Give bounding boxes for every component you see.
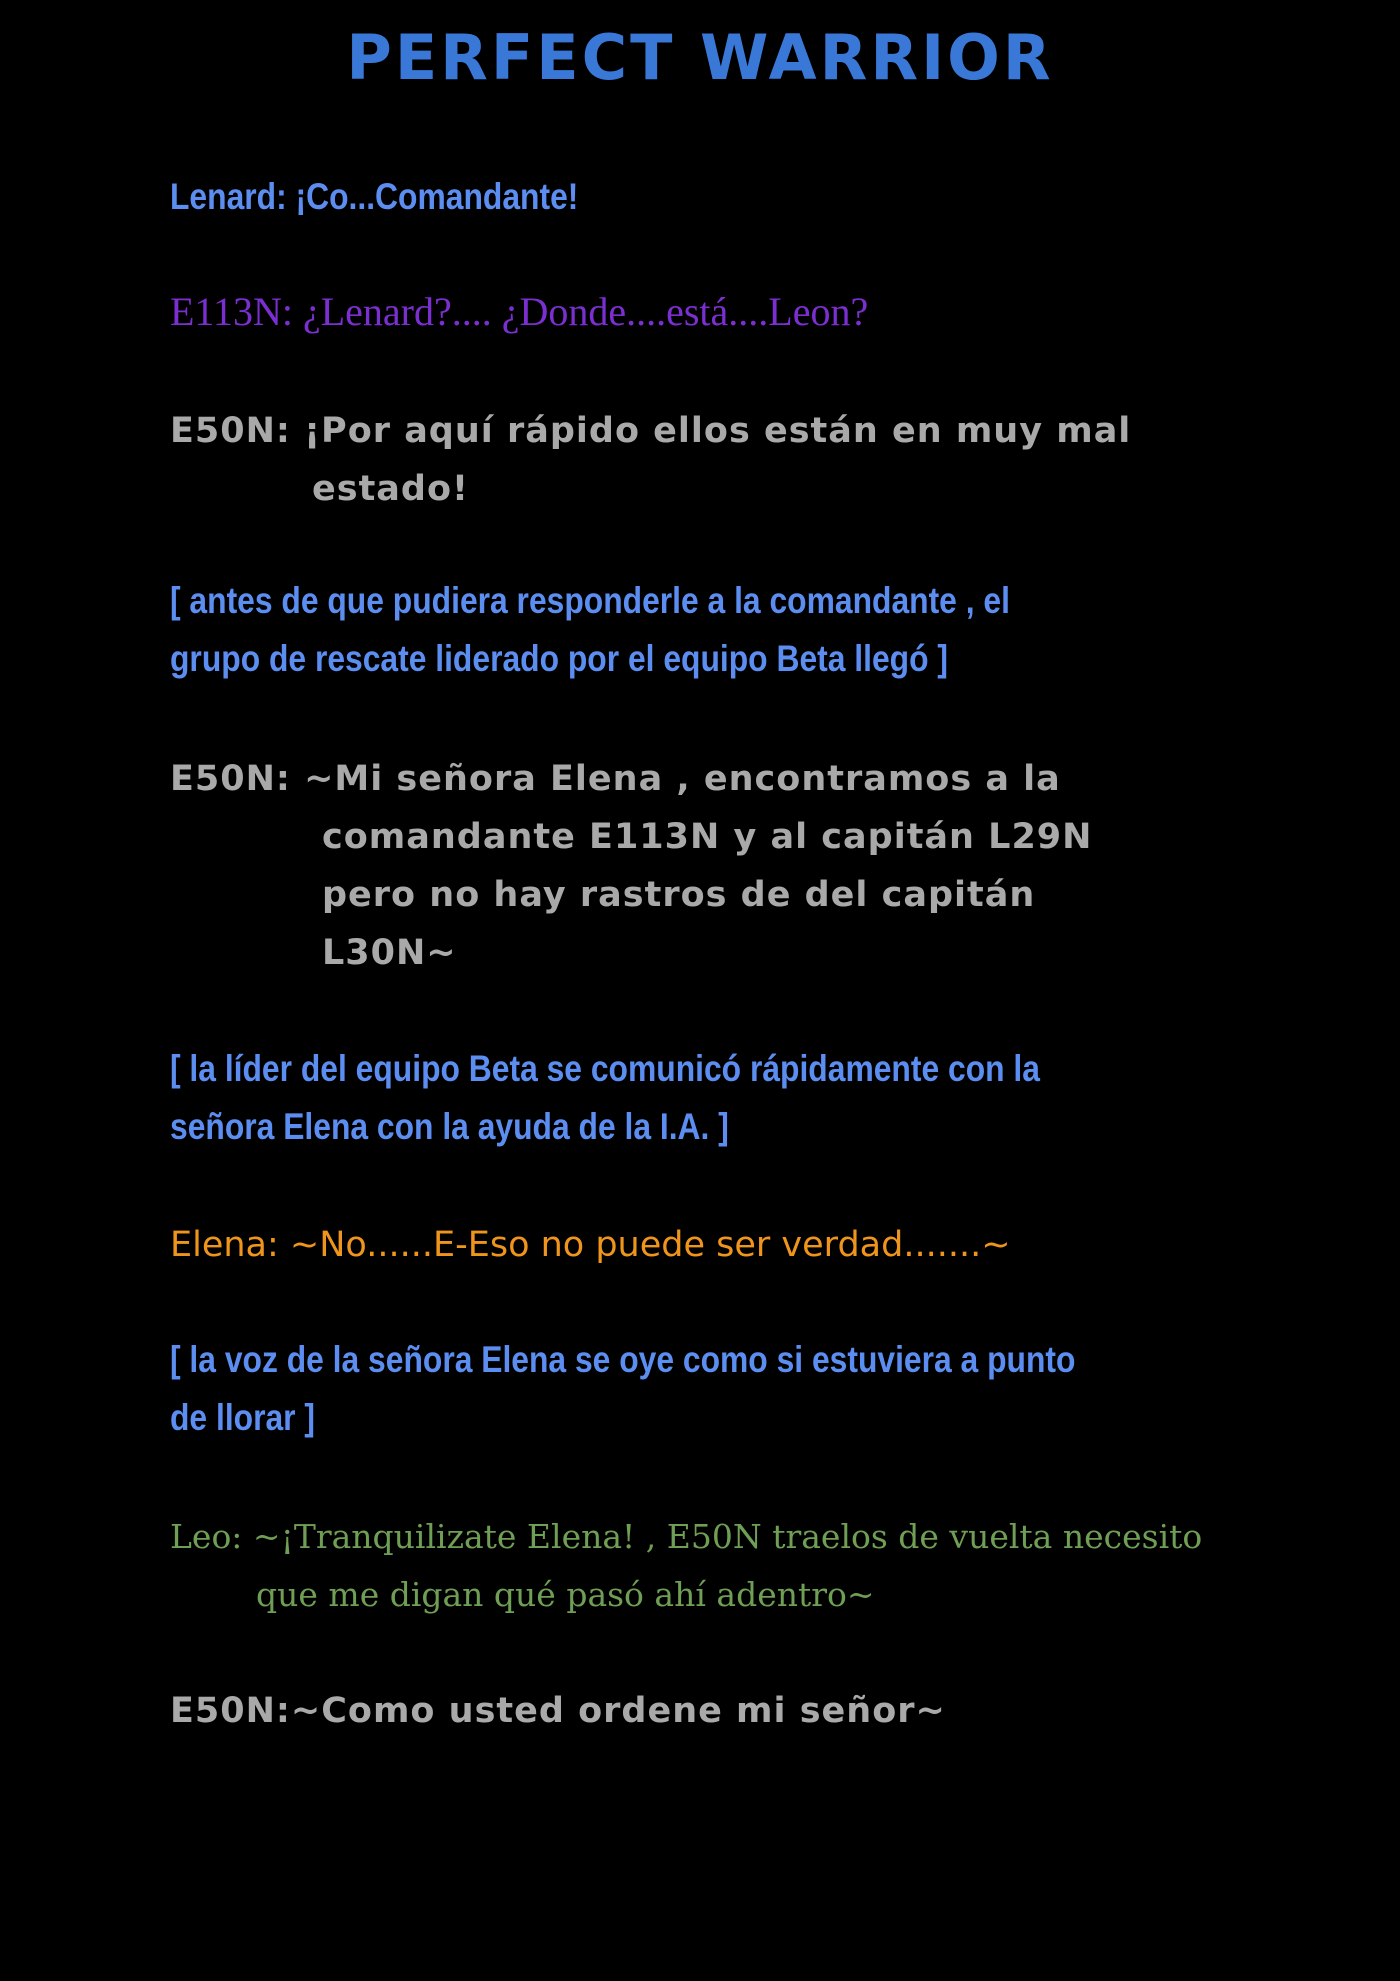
dialogue-e50n-1-line-1: E50N: ¡Por aquí rápido ellos están en muy mal <box>170 411 1132 451</box>
dialogue-leo-line-2: que me digan qué pasó ahí adentro~ <box>256 1575 875 1614</box>
narration-1-line-2: grupo de rescate liderado por el equipo Beta llegó ] <box>170 638 948 679</box>
dialogue-e50n-3: E50N:~Como usted ordene mi señor~ <box>170 1691 946 1731</box>
narration-2-line-2: señora Elena con la ayuda de la I.A. ] <box>170 1106 729 1147</box>
dialogue-e50n-2-line-4: L30N~ <box>322 933 457 973</box>
dialogue-leo-line-1: Leo: ~¡Tranquilizate Elena! , E50N traelos de vuelta necesito <box>170 1517 1203 1556</box>
dialogue-e50n-2-line-1: E50N: ~Mi señora Elena , encontramos a la <box>170 759 1061 799</box>
narration-2-line-1: [ la líder del equipo Beta se comunicó rápidamente con la <box>170 1048 1040 1089</box>
dialogue-e113n: E113N: ¿Lenard?.... ¿Donde....está....Leon? <box>170 289 869 334</box>
dialogue-lenard: Lenard: ¡Co...Comandante! <box>170 176 579 217</box>
dialogue-e50n-2-line-2: comandante E113N y al capitán L29N <box>322 817 1093 857</box>
dialogue-e50n-2-line-3: pero no hay rastros de del capitán <box>322 875 1036 915</box>
narration-3-line-1: [ la voz de la señora Elena se oye como si estuviera a punto <box>170 1339 1076 1380</box>
narration-1-line-1: [ antes de que pudiera responderle a la comandante , el <box>170 580 1010 621</box>
page-title: PERFECT WARRIOR <box>346 21 1054 94</box>
dialogue-elena: Elena: ~No......E-Eso no puede ser verdad.......~ <box>170 1225 1011 1265</box>
dialogue-e50n-1-line-2: estado! <box>312 469 469 509</box>
narration-3-line-2: de llorar ] <box>170 1397 316 1438</box>
